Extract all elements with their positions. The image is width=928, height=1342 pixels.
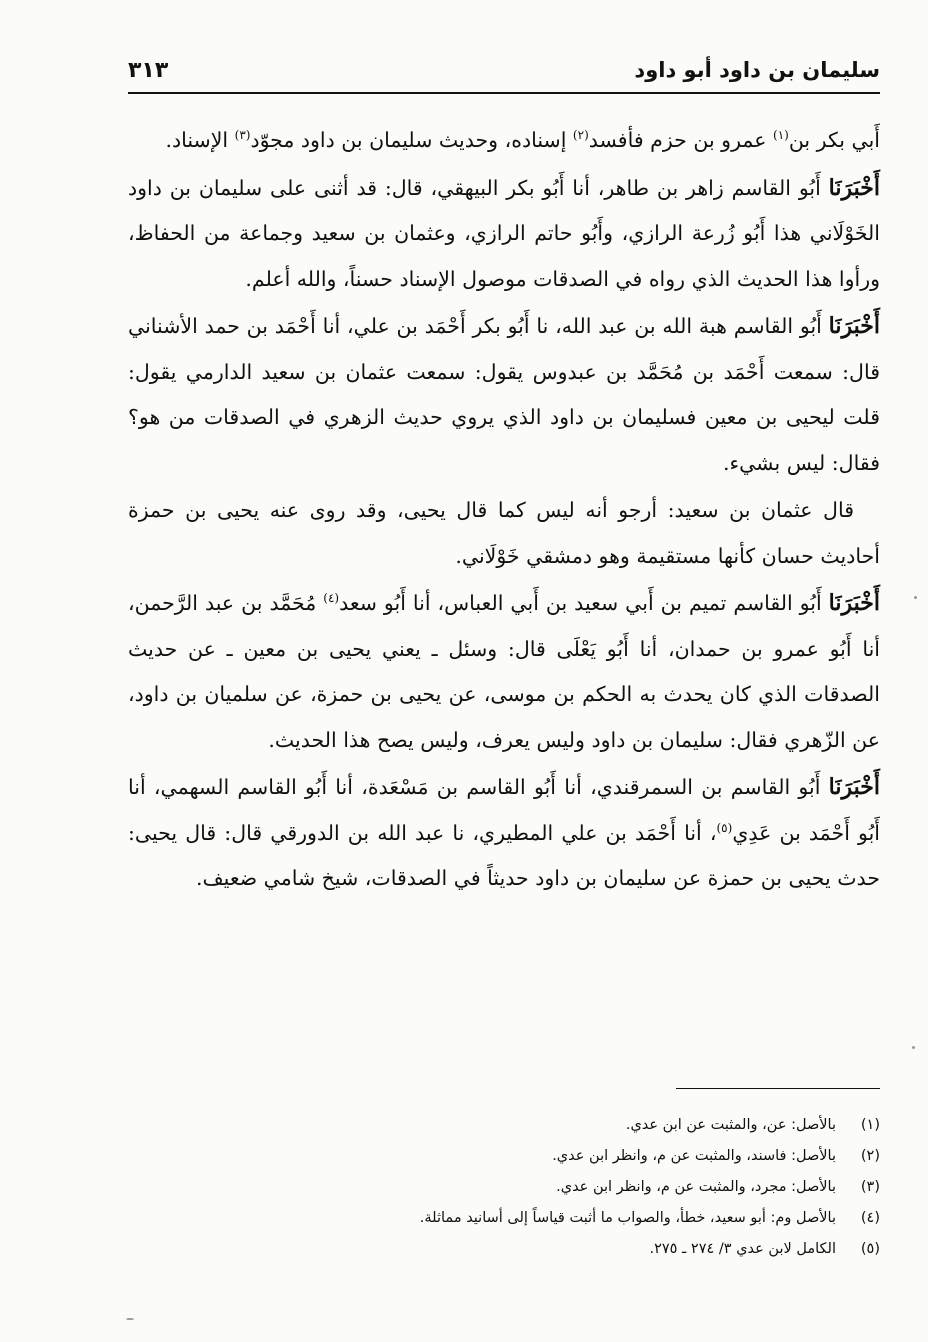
text-run: أَبي بكر بن (788, 128, 880, 152)
footnote-marker: (١) (773, 128, 789, 143)
footnote-marker: (٤) (323, 591, 340, 606)
text-run: قال عثمان بن سعيد: أرجو أنه ليس كما قال يحيى، وقد روى عنه يحيى بن حمزة أحاديث حسان كأنها مستقيمة وهو دمشقي خَوْلَاني. (128, 498, 880, 568)
footnote-text: بالأصل: مجرد، والمثبت عن م، وانظر ابن عدي. (556, 1179, 836, 1195)
paragraph (128, 488, 880, 579)
lead-word: أَخْبَرَنَا (828, 174, 880, 201)
footnote-item (128, 1203, 880, 1234)
header-rule (128, 92, 880, 94)
text-run: أَبُو القاسم بن السمرقندي، أنا أَبُو القاسم بن مَسْعَدة، أنا أَبُو القاسم السهمي، أنا أَبُو أَحْمَد بن عَدِي (128, 775, 881, 845)
main-text (128, 118, 880, 904)
footnotes-list (128, 1110, 880, 1265)
page-header (128, 52, 880, 92)
footnote-text: بالأصل: فاسند، والمثبت عن م، وانظر ابن عدي. (552, 1148, 836, 1164)
footnote-number: (٤) (860, 1210, 880, 1226)
footnote-text: بالأصل وم: أبو سعيد، خطأ، والصواب ما أثبت قياساً إلى أسانيد مماثلة. (419, 1210, 836, 1226)
text-run: إسناده، وحديث سليمان بن داود مجوّد (250, 128, 573, 152)
paragraph (128, 765, 880, 902)
footnote-number: (٥) (860, 1241, 880, 1257)
lead-word: أَخْبَرَنَا (828, 313, 880, 339)
text-run: أَبُو القاسم زاهر بن طاهر، أنا أَبُو بكر البيهقي، قال: قد أثنى على سليمان بن داود الخَوْلَاني هذا أَبُو زُرعة الرازي، وأَبُو حاتم الرازي، وعثمان بن سعيد وجماعة من الحفاظ، ورأوا هذا الحديث الذي رواه في الصدقات موصول الإسناد حسناً، والله أعلم. (128, 175, 880, 291)
footnote-item (128, 1234, 880, 1265)
footnote-number: (١) (860, 1117, 880, 1133)
footnote-marker: (٥) (716, 820, 733, 835)
footnote-item (128, 1110, 880, 1141)
page-number: ٣١٣ (128, 58, 169, 83)
text-run: أَبُو القاسم تميم بن أَبي سعيد بن أَبي العباس، أنا أَبُو سعد (339, 591, 829, 615)
scan-speck (126, 1318, 134, 1320)
text-run: ، أنا أَحْمَد بن علي المطيري، نا عبد الله بن الدورقي قال: قال يحيى: حدث يحيى بن حمزة عن سليمان بن داود حديثاً في الصدقات، شيخ شامي ضعيف. (128, 820, 880, 890)
paragraph (128, 118, 880, 164)
paragraph (128, 581, 880, 763)
text-run: أَبُو القاسم هبة الله بن عبد الله، نا أَبُو بكر أَحْمَد بن علي، أنا أَحْمَد بن حمد الأشناني قال: سمعت أَحْمَد بن مُحَمَّد بن عبدوس يقول: سمعت عثمان بن سعيد الدارمي يقول: قلت ليحيى بن معين فسليمان بن داود الذي يروي حديث الزهري في الصدقات من هو؟ فقال: ليس بشيء. (128, 314, 880, 475)
footnote-text: بالأصل: عن، والمثبت عن ابن عدي. (625, 1117, 836, 1133)
lead-word: أَخْبَرَنَا (828, 590, 880, 616)
running-title: سليمان بن داود أبو داود (634, 58, 880, 82)
text-run: الإسناد. (165, 128, 235, 152)
text-run: عمرو بن حزم فأفسد (588, 128, 773, 152)
footnote-text: الكامل لابن عدي ٣/ ٢٧٤ ـ ٢٧٥. (649, 1241, 836, 1257)
footnote-number: (٢) (860, 1148, 880, 1164)
footnote-item (128, 1141, 880, 1172)
footnote-item (128, 1172, 880, 1203)
scan-speck (912, 1046, 915, 1049)
text-run: مُحَمَّد بن عبد الرَّحمن، أنا أَبُو عمرو بن حمدان، أنا أَبُو يَعْلَى قال: وسئل ـ يعني يحيى بن معين ـ عن حديث الصدقات الذي كان يحدث به الحكم بن موسى، عن يحيى بن حمزة، عن سلميان بن داود، عن الزّهري فقال: سليمان بن داود وليس يعرف، وليس يصح هذا الحديث. (128, 591, 880, 752)
paragraph (128, 304, 880, 486)
scan-speck (914, 596, 917, 599)
footnote-marker: (٢) (572, 128, 589, 143)
footnote-number: (٣) (860, 1179, 880, 1195)
footnote-separator (676, 1088, 880, 1089)
footnote-marker: (٣) (234, 128, 251, 143)
paragraph (128, 166, 880, 303)
lead-word: أَخْبَرَنَا (828, 774, 880, 800)
